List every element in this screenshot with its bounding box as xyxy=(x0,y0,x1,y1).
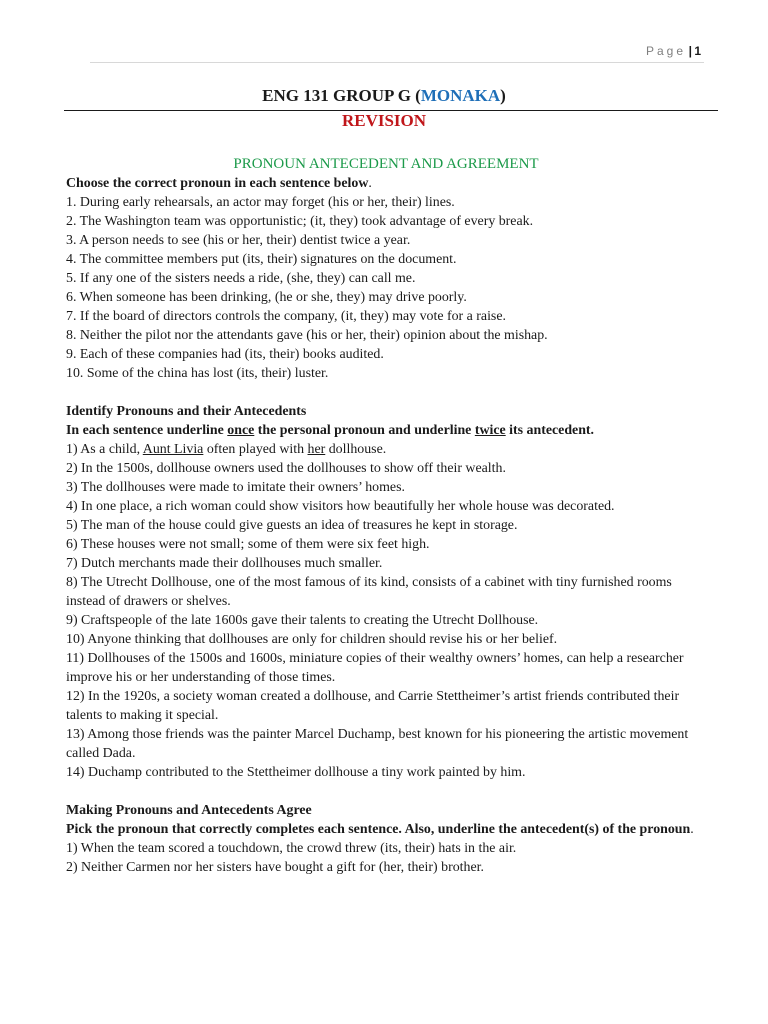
underlined-pronoun: her xyxy=(307,442,326,457)
page-separator: | xyxy=(688,44,692,58)
exercise-item: 5. If any one of the sisters needs a ride, (she, they) can call me. xyxy=(66,271,416,286)
exercise-item: 9. Each of these companies had (its, their) books audited. xyxy=(66,347,384,362)
item-text: often played with xyxy=(203,442,308,457)
exercise-item: 11) Dollhouses of the 1500s and 1600s, miniature copies of their wealthy owners’ homes, can help a researcher improve his or her understanding of those times. xyxy=(66,651,684,685)
exercise-item: 2) Neither Carmen nor her sisters have bought a gift for (her, their) brother. xyxy=(66,860,484,875)
exercise-item: 2) In the 1500s, dollhouse owners used the dollhouses to show off their wealth. xyxy=(66,461,506,476)
document-body xyxy=(66,154,706,877)
section-heading-agree: Making Pronouns and Antecedents Agree xyxy=(66,803,312,818)
instruction-part: the personal pronoun and underline xyxy=(254,423,475,438)
instruction-part: its antecedent. xyxy=(505,423,595,438)
document-title xyxy=(0,86,768,106)
exercise-item xyxy=(66,440,706,459)
exercise-item: 3) The dollhouses were made to imitate their owners’ homes. xyxy=(66,480,405,495)
instruction-period: . xyxy=(690,822,694,837)
instruction-text: Choose the correct pronoun in each sentence below xyxy=(66,176,369,191)
instruction-text: Pick the pronoun that correctly completes each sentence. Also, underline the antecedent(s) of the pronoun xyxy=(66,822,691,837)
exercise-item: 6) These houses were not small; some of them were six feet high. xyxy=(66,537,430,552)
instruction-twice: twice xyxy=(474,423,506,438)
exercise-item: 2. The Washington team was opportunistic; (it, they) took advantage of every break. xyxy=(66,214,534,229)
exercise-item: 9) Craftspeople of the late 1600s gave their talents to creating the Utrecht Dollhouse. xyxy=(66,613,539,628)
header-divider xyxy=(90,62,704,63)
exercise-item: 1. During early rehearsals, an actor may forget (his or her, their) lines. xyxy=(66,195,455,210)
exercise-item: 13) Among those friends was the painter Marcel Duchamp, best known for his pioneering the artistic movement called Dada. xyxy=(66,727,689,761)
item-text: 1) As a child, xyxy=(66,442,143,457)
paragraph-gap xyxy=(66,782,706,801)
exercise-item: 10) Anyone thinking that dollhouses are only for children should revise his or her belief. xyxy=(66,632,558,647)
exercise-item: 3. A person needs to see (his or her, their) dentist twice a year. xyxy=(66,233,411,248)
exercise-item: 6. When someone has been drinking, (he or she, they) may drive poorly. xyxy=(66,290,467,305)
instruction-period: . xyxy=(368,176,372,191)
title-suffix: ) xyxy=(500,86,506,105)
title-group-name: MONAKA xyxy=(420,86,501,105)
exercise-item: 8. Neither the pilot nor the attendants gave (his or her, their) opinion about the mishap. xyxy=(66,328,548,343)
exercise-item: 4) In one place, a rich woman could show visitors how beautifully her whole house was decorated. xyxy=(66,499,615,514)
title-prefix: ENG 131 GROUP G ( xyxy=(262,86,421,105)
exercise-item: 5) The man of the house could give guests an idea of treasures he kept in storage. xyxy=(66,518,518,533)
paragraph-gap xyxy=(66,383,706,402)
document-subtitle: REVISION xyxy=(341,111,427,130)
instruction-once: once xyxy=(227,423,255,438)
section-instruction xyxy=(66,820,706,839)
underlined-antecedent: Aunt Livia xyxy=(142,442,204,457)
exercise-item: 1) When the team scored a touchdown, the crowd threw (its, their) hats in the air. xyxy=(66,841,517,856)
page-header xyxy=(0,44,768,60)
section-heading-identify: Identify Pronouns and their Antecedents xyxy=(66,404,307,419)
exercise-item: 7) Dutch merchants made their dollhouses much smaller. xyxy=(66,556,383,571)
exercise-item: 7. If the board of directors controls the company, (it, they) may vote for a raise. xyxy=(66,309,506,324)
exercise-item: 12) In the 1920s, a society woman created a dollhouse, and Carrie Stettheimer’s artist friends contributed their talents to making it special. xyxy=(66,689,680,723)
section-instruction xyxy=(66,421,706,440)
exercise-item: 10. Some of the china has lost (its, their) luster. xyxy=(66,366,329,381)
section-heading-agreement: PRONOUN ANTECEDENT AND AGREEMENT xyxy=(233,156,539,172)
exercise-item: 14) Duchamp contributed to the Stettheimer dollhouse a tiny work painted by him. xyxy=(66,765,526,780)
page-label: Page xyxy=(645,44,686,58)
exercise-item: 8) The Utrecht Dollhouse, one of the most famous of its kind, consists of a cabinet with tiny furnished rooms instead of drawers or shelves. xyxy=(66,575,672,609)
instruction-part: In each sentence underline xyxy=(66,423,228,438)
page-number: 1 xyxy=(694,44,701,58)
section-instruction xyxy=(66,174,706,193)
item-text: dollhouse. xyxy=(325,442,387,457)
exercise-item: 4. The committee members put (its, their) signatures on the document. xyxy=(66,252,457,267)
